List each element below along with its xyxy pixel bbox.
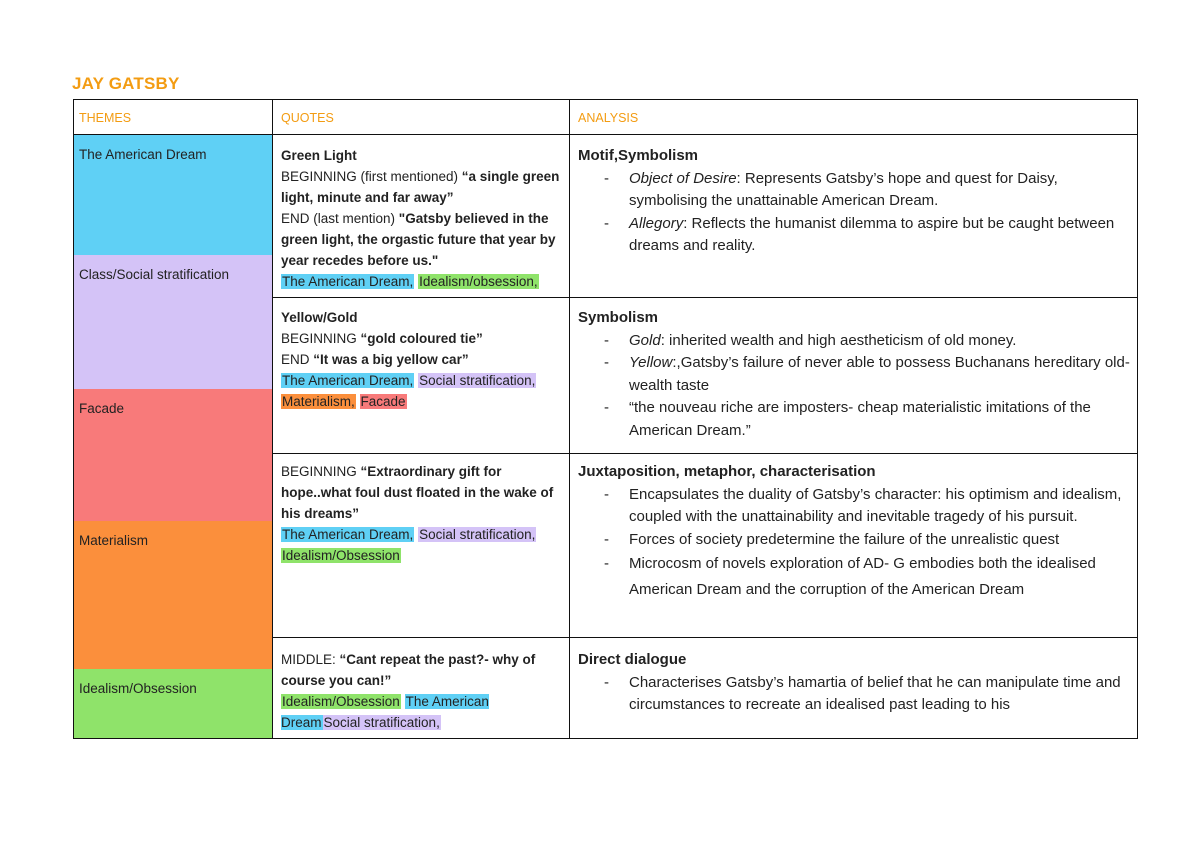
- theme-class-stratification: Class/Social stratification: [74, 255, 272, 389]
- tag-social-stratification: Social stratification,: [419, 527, 536, 542]
- quote-marker: END: [281, 352, 314, 367]
- analysis-bullet: - Forces of society predetermine the failure of the unrealistic quest: [578, 529, 1133, 552]
- analysis-cell-3: [578, 461, 1133, 603]
- border-right: [1137, 99, 1138, 739]
- tag-social-stratification: Social stratification,: [323, 715, 440, 730]
- border-top: [73, 99, 1138, 100]
- border-row1: [272, 297, 1138, 298]
- analysis-heading: Direct dialogue: [578, 651, 687, 668]
- border-col1: [272, 99, 273, 739]
- border-row2: [272, 453, 1138, 454]
- header-analysis: ANALYSIS: [578, 111, 639, 125]
- theme-materialism: Materialism: [74, 521, 272, 669]
- tag-idealism: Idealism/Obsession: [282, 694, 400, 709]
- quote-text: “It was a big yellow car”: [313, 352, 469, 367]
- analysis-heading: Motif,Symbolism: [578, 147, 699, 164]
- quote-marker: END (last mention): [281, 211, 399, 226]
- tag-idealism: Idealism/obsession,: [419, 274, 538, 289]
- header-themes: THEMES: [79, 111, 132, 125]
- gatsby-table: [73, 99, 1138, 739]
- tag-materialism: Materialism,: [282, 394, 355, 409]
- quote-text: “gold coloured tie”: [360, 331, 483, 346]
- analysis-bullet: - Allegory: Reflects the humanist dilemma to aspire but be caught between dreams and reality.: [578, 213, 1133, 258]
- border-col2: [569, 99, 570, 739]
- quote-marker: MIDDLE:: [281, 652, 340, 667]
- analysis-cell-2: [578, 307, 1133, 442]
- analysis-heading: Symbolism: [578, 309, 659, 326]
- theme-idealism: Idealism/Obsession: [74, 669, 272, 739]
- quote-cell-yellow-gold: [281, 307, 566, 412]
- tag-american-dream: The American Dream,: [282, 274, 414, 289]
- analysis-bullet: - Encapsulates the duality of Gatsby’s character: his optimism and idealism, coupled with the unattainability and inevitable tragedy of his pursuit.: [578, 484, 1133, 529]
- quote-text: "Gatsby believed in the green light, the orgastic future that year by year recedes before us.": [281, 211, 556, 268]
- tag-social-stratification: Social stratification,: [419, 373, 536, 388]
- analysis-cell-1: [578, 145, 1133, 258]
- analysis-bullet: - Characterises Gatsby’s hamartia of belief that he can manipulate time and circumstances to recreate an idealised past leading to his: [578, 672, 1133, 717]
- analysis-heading: Juxtaposition, metaphor, characterisation: [578, 463, 876, 480]
- quote-marker: BEGINNING (first mentioned): [281, 169, 462, 184]
- theme-facade: Facade: [74, 389, 272, 521]
- quote-cell-hope: [281, 461, 566, 566]
- border-left: [73, 99, 74, 739]
- theme-american-dream: The American Dream: [74, 135, 272, 255]
- header-quotes: QUOTES: [281, 111, 334, 125]
- analysis-cell-4: [578, 649, 1133, 717]
- quote-marker: BEGINNING: [281, 464, 361, 479]
- analysis-bullet: - Microcosm of novels exploration of AD- G embodies both the idealised American Dream and the corruption of the American Dream: [578, 551, 1133, 603]
- analysis-bullet: - Gold: inherited wealth and high aestheticism of old money.: [578, 330, 1133, 353]
- quote-text: “Cant repeat the past?- why of course you can!”: [281, 652, 536, 688]
- analysis-bullet: - Yellow:,Gatsby’s failure of never able to possess Buchanans hereditary old-wealth taste: [578, 352, 1133, 397]
- tag-facade: Facade: [360, 394, 406, 409]
- page-title: JAY GATSBY: [72, 74, 180, 93]
- analysis-bullet: - “the nouveau riche are imposters- cheap materialistic imitations of the American Dream.”: [578, 397, 1133, 442]
- tag-american-dream: The American Dream,: [282, 527, 414, 542]
- quote-heading: Yellow/Gold: [281, 310, 358, 325]
- border-header-bottom: [73, 134, 1138, 135]
- tag-american-dream: The American Dream,: [282, 373, 414, 388]
- quote-text: “a single green light, minute and far away”: [281, 169, 560, 205]
- quote-cell-green-light: [281, 145, 566, 292]
- tag-idealism: Idealism/Obsession: [282, 548, 400, 563]
- border-row3: [272, 637, 1138, 638]
- quote-cell-repeat-past: [281, 649, 566, 733]
- quote-text: “Extraordinary gift for hope..what foul dust floated in the wake of his dreams”: [281, 464, 554, 521]
- border-bottom: [73, 738, 1138, 739]
- tag-american-dream: The American Dream: [281, 694, 489, 730]
- quote-marker: BEGINNING: [281, 331, 361, 346]
- analysis-bullet: - Object of Desire: Represents Gatsby’s hope and quest for Daisy, symbolising the unattainable American Dream.: [578, 168, 1133, 213]
- quote-heading: Green Light: [281, 148, 357, 163]
